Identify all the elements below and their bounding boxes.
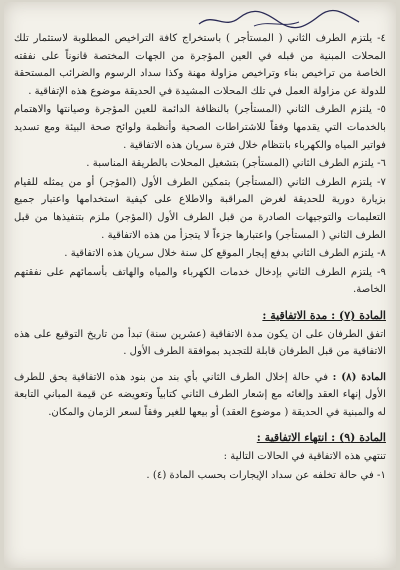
article-9-intro: تنتهي هذه الاتفاقية في الحالات التالية : [223, 451, 386, 463]
handwritten-scribble [194, 8, 364, 32]
clause-6: ٦- يلتزم الطرف الثاني (المستأجر) بتشغيل المحلات بالطريقة المناسبة . [86, 158, 386, 170]
article-9-item-1: ١- في حالة تخلفه عن سداد الإيجارات بحسب المادة (٤) . [146, 469, 386, 481]
document-body [14, 30, 386, 485]
article-8-text: في حالة إخلال الطرف الثاني بأي بند من بنود هذه الاتفاقية يحق للطرف الأول إنهاء العقد وإلغائه مع إشعار الطرف الثاني كتابياً وتعويضه عن قيمة المباني التابعة له والمبنية في الحديقة ( موضوع العقد) أو بيعها للغير وفقاً لسعر الزمان والمكان. [14, 371, 386, 418]
clause-9: ٩- يلتزم الطرف الثاني بإدخال خدمات الكهرباء والمياه والهاتف بأسمائهم على نفقتهم الخاصة. [14, 266, 386, 296]
article-8 [14, 369, 386, 422]
article-9-heading: المادة (٩) : انتهاء الاتفاقية : [256, 431, 386, 445]
article-8-label: المادة (٨) : [332, 370, 387, 383]
article-7-heading: المادة (٧) : مدة الاتفاقية : [262, 308, 386, 322]
clause-8: ٨- يلتزم الطرف الثاني بدفع إيجار الموقع كل سنة خلال سريان هذه الاتفاقية . [64, 248, 386, 260]
clause-7: ٧- يلتزم الطرف الثاني (المستأجر) بتمكين الطرف الأول (المؤجر) أو من يمثله للقيام بزيارة دورية للحديقة لغرض المراقبة والاطلاع على كيفية استخدامها واعتبار جميع التعليمات والتوجيهات الصادرة من قبل الطرف الأول (المؤجر) ملزم بتنفيذها من قبل الطرف الثاني ( المستأجر) واعتبارها جزءاً لا يتجزأ من هذه الاتفاقية . [14, 176, 386, 241]
article-7-text: اتفق الطرفان على ان يكون مدة الاتفاقية (عشرين سنة) تبدأ من تاريخ التوقيع على هذه الاتفاقية من قبل الطرفان قابلة للتجديد بموافقة الطرف الأول . [14, 328, 386, 358]
clause-5: ٥- يلتزم الطرف الثاني (المستأجر) بالنظافة الدائمة للعين المؤجرة وصيانتها والاهتمام بالخدمات التي يقدمها وفقاً للاشتراطات الصحية وأنظمة ولوائح صحة البيئة ومع تسديد فواتير المياه والكهرباء بانتظام خلال فترة سريان هذه الاتفاقية . [14, 104, 386, 151]
clause-4: ٤- يلتزم الطرف الثاني ( المستأجر ) باستخراج كافة التراخيص المطلوبة لاستثمار تلك المحلات المبنية من قبله في العين المؤجرة من الجهات المختصة قانوناً على نفقته الخاصة من تراخيص بناء وتراخيص مزاولة مهنة وكذا سداد الرسوم والضرائب المستحقة للدولة عن مزاولة العمل في تلك المحلات المشيدة في الحديقة موضوع هذه الإتفاقية . [14, 33, 386, 97]
document-page [4, 2, 396, 568]
